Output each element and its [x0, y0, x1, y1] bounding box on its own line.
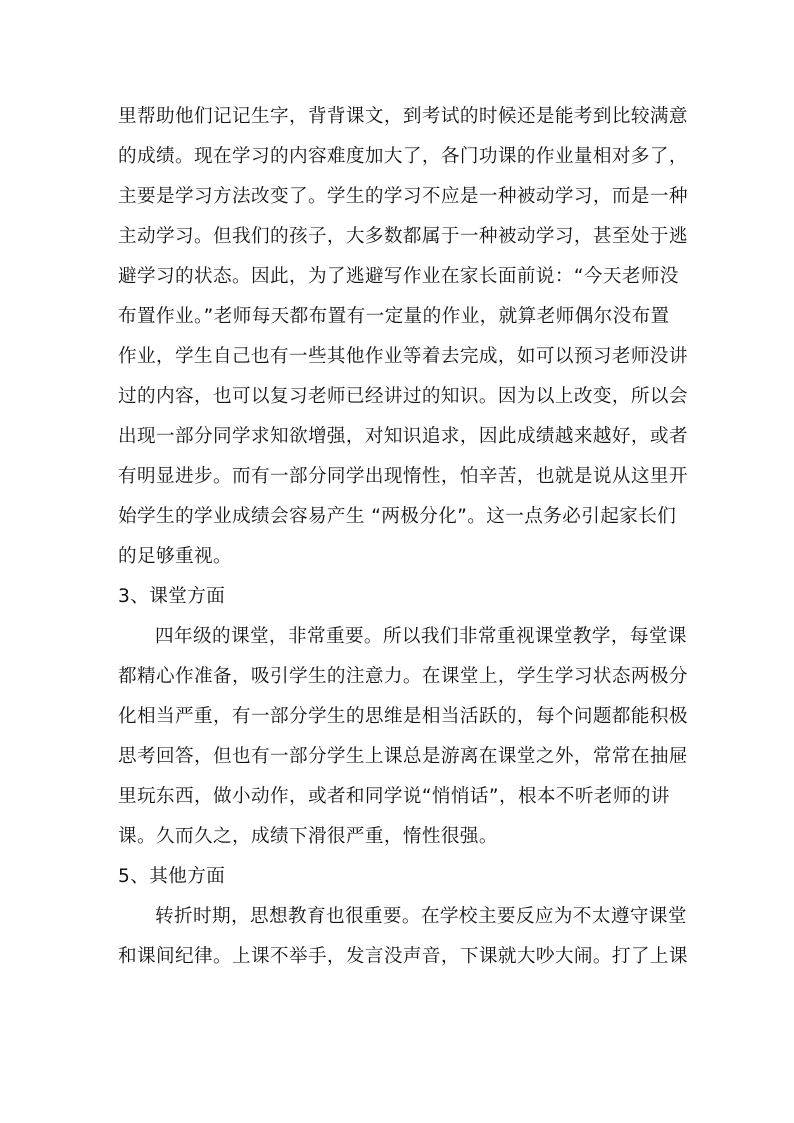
text-line: 和课间纪律。上课不举手，发言没声音，下课就大吵大闹。打了上课: [118, 946, 688, 967]
text-line: 过的内容，也可以复习老师已经讲过的知识。因为以上改变，所以会: [118, 386, 688, 407]
text-line: 主要是学习方法改变了。学生的学习不应是一种被动学习，而是一种: [118, 186, 688, 207]
text-line: 布置作业。”老师每天都布置有一定量的作业，就算老师偶尔没布置: [118, 306, 670, 327]
text-line: 课。久而久之，成绩下滑很严重，惰性很强。: [118, 826, 498, 847]
text-line: 作业，学生自己也有一些其他作业等着去完成，如可以预习老师没讲: [118, 346, 688, 367]
text-line: 的足够重视。: [118, 546, 232, 567]
text-line: 主动学习。但我们的孩子，大多数都属于一种被动学习，甚至处于逃: [118, 226, 688, 247]
text-line: 避学习的状态。因此，为了逃避写作业在家长面前说：“今天老师没: [118, 266, 679, 287]
text-line: 始学生的学业成绩会容易产生 “两极分化”。这一点务必引起家长们: [118, 506, 677, 527]
section-heading: 3、课堂方面: [118, 586, 226, 607]
text-line: 有明显进步。而有一部分同学出现惰性，怕辛苦，也就是说从这里开: [118, 466, 688, 487]
paragraph-first-line: 四年级的课堂，非常重要。所以我们非常重视课堂教学，每堂课: [155, 626, 687, 647]
section-heading: 5、其他方面: [118, 866, 226, 887]
paragraph-first-line: 转折时期，思想教育也很重要。在学校主要反应为不太遵守课堂: [155, 906, 687, 927]
text-line: 的成绩。现在学习的内容难度加大了，各门功课的作业量相对多了，: [118, 146, 688, 167]
text-line: 都精心作准备，吸引学生的注意力。在课堂上，学生学习状态两极分: [118, 666, 688, 687]
document-body: [118, 97, 688, 977]
text-line: 里玩东西，做小动作，或者和同学说“悄悄话”，根本不听老师的讲: [118, 786, 670, 807]
text-line: 出现一部分同学求知欲增强，对知识追求，因此成绩越来越好，或者: [118, 426, 688, 447]
text-line: 思考回答，但也有一部分学生上课总是游离在课堂之外，常常在抽屉: [118, 746, 688, 767]
text-line: 化相当严重，有一部分学生的思维是相当活跃的，每个问题都能积极: [118, 706, 688, 727]
text-line: 里帮助他们记记生字，背背课文，到考试的时候还是能考到比较满意: [118, 106, 688, 127]
